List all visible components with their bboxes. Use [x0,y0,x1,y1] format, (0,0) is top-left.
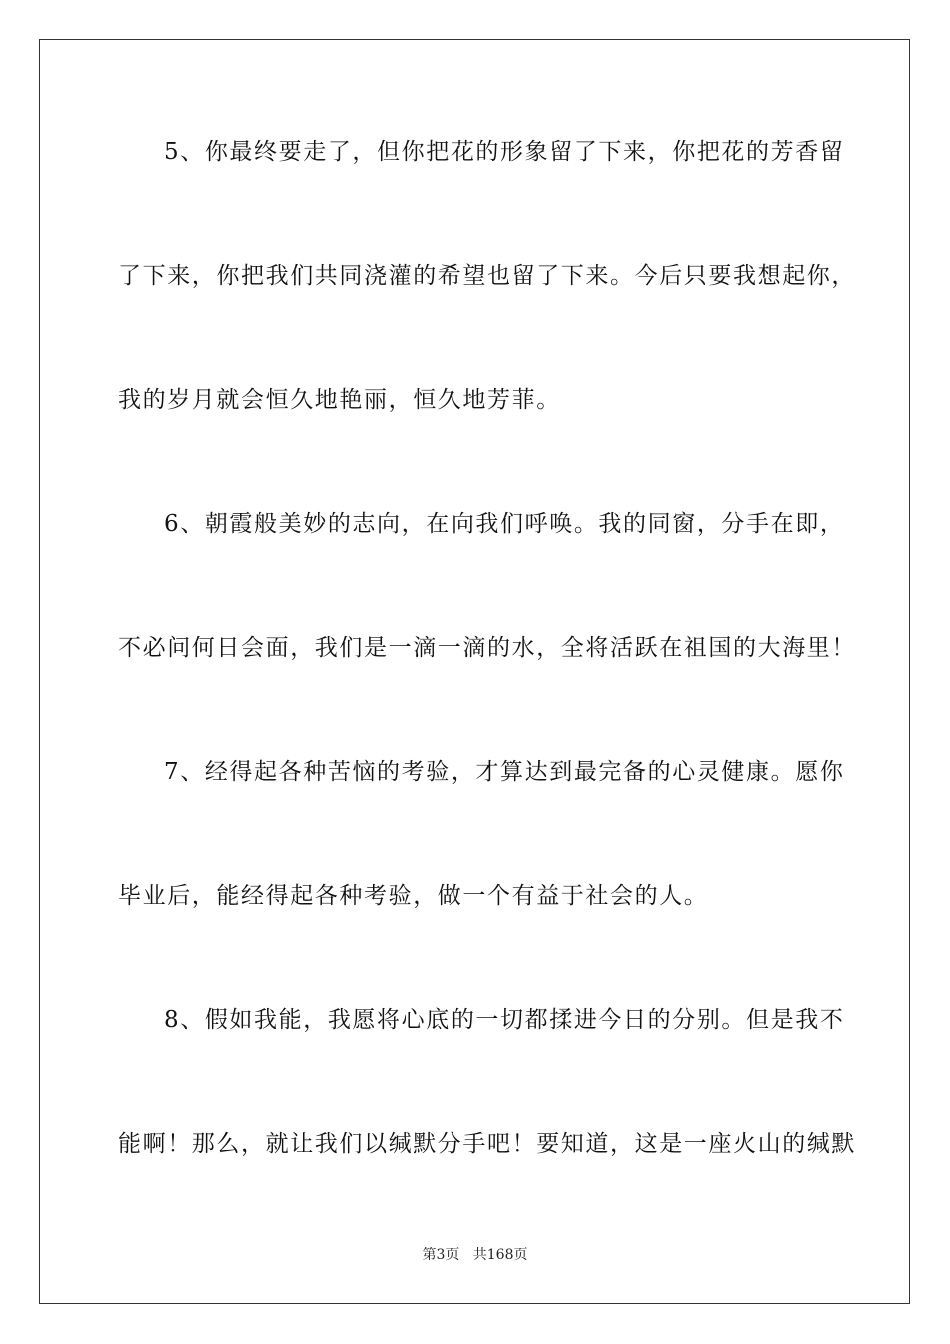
paragraph-8-line-2: 能啊！那么，就让我们以缄默分手吧！要知道，这是一座火山的缄默 [118,1131,856,1157]
total-pages: 共168页 [472,1247,528,1263]
page-frame [39,39,910,1304]
paragraph-5-line-1: 5、你最终要走了，但你把花的形象留了下来，你把花的芳香留 [164,139,845,165]
paragraph-7-line-1: 7、经得起各种苦恼的考验，才算达到最完备的心灵健康。愿你 [164,759,845,785]
page-number: 第3页 [422,1247,460,1263]
paragraph-7-line-2: 毕业后，能经得起各种考验，做一个有益于社会的人。 [118,883,709,909]
paragraph-5-line-2: 了下来，你把我们共同浇灌的希望也留了下来。今后只要我想起你， [118,263,856,289]
paragraph-8-line-1: 8、假如我能，我愿将心底的一切都揉进今日的分别。但是我不 [164,1007,845,1033]
paragraph-5-line-3: 我的岁月就会恒久地艳丽，恒久地芳菲。 [118,387,561,413]
page-footer [0,1246,950,1264]
paragraph-6-line-2: 不必问何日会面，我们是一滴一滴的水，全将活跃在祖国的大海里！ [118,635,856,661]
paragraph-6-line-1: 6、朝霞般美妙的志向，在向我们呼唤。我的同窗，分手在即， [164,511,845,537]
